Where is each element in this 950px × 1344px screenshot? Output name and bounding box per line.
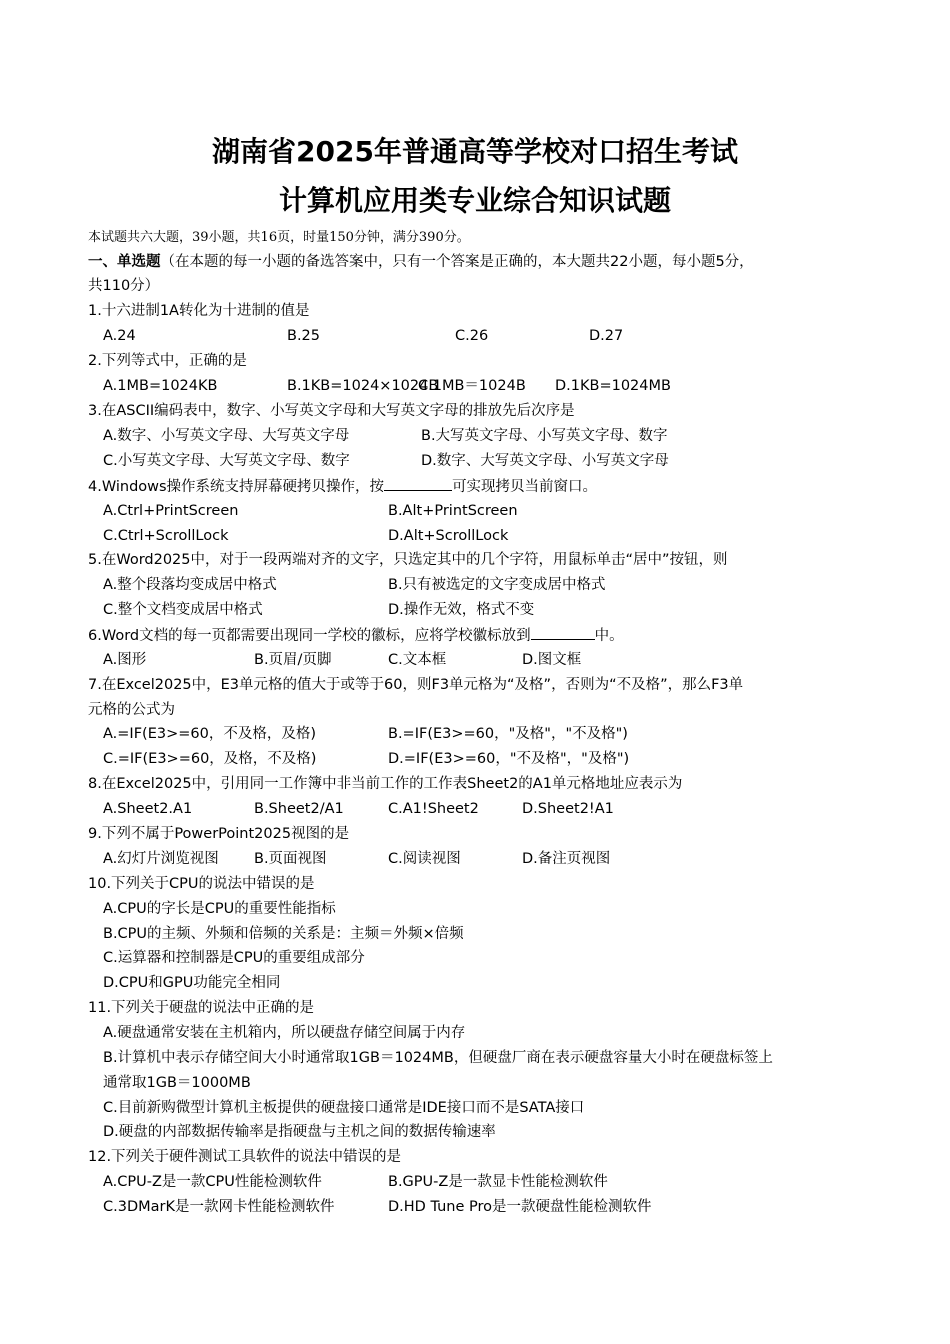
question-3-option-c: C.小写英文字母、大写英文字母、数字: [103, 453, 350, 469]
answer-blank: [384, 476, 452, 491]
question-8-option-a: A.Sheet2.A1: [103, 801, 193, 817]
question-8-stem: 8.在Excel2025中，引用同一工作簿中非当前工作的工作表Sheet2的A1单元格地址应表示为: [88, 776, 683, 792]
question-2-option-b: B.1KB=1024×1024B: [287, 378, 439, 394]
question-3-option-d: D.数字、大写英文字母、小写英文字母: [421, 453, 669, 469]
question-7-option-d: D.=IF(E3>=60，"不及格"，"及格"): [388, 751, 630, 767]
question-7-stem-cont: 元格的公式为: [88, 702, 175, 718]
question-5-option-c: C.整个文档变成居中格式: [103, 602, 263, 618]
question-10-option-d: D.CPU和GPU功能完全相同: [103, 975, 281, 991]
section-heading: [88, 252, 868, 272]
question-6-option-b: B.页眉/页脚: [254, 652, 332, 668]
question-12-option-b: B.GPU-Z是一款显卡性能检测软件: [388, 1174, 608, 1190]
question-2-option-a: A.1MB=1024KB: [103, 378, 218, 394]
question-9-option-c: C.阅读视图: [388, 851, 461, 867]
question-8-option-d: D.Sheet2!A1: [522, 801, 614, 817]
question-6-option-c: C.文本框: [388, 652, 447, 668]
question-11-option-b-cont: 通常取1GB＝1000MB: [103, 1075, 251, 1091]
question-5-stem: 5.在Word2025中，对于一段两端对齐的文字，只选定其中的几个字符，用鼠标单击“居中”按钮，则: [88, 552, 728, 568]
page-title: 湖南省2025年普通高等学校对口招生考试: [212, 135, 738, 168]
question-12-option-c: C.3DMarK是一款网卡性能检测软件: [103, 1199, 335, 1215]
section-description-cont: 共110分）: [88, 278, 160, 294]
question-8-option-c: C.A1!Sheet2: [388, 801, 479, 817]
question-11-option-d: D.硬盘的内部数据传输率是指硬盘与主机之间的数据传输速率: [103, 1124, 496, 1140]
page-subtitle: 计算机应用类专业综合知识试题: [278, 184, 671, 217]
question-9-option-b: B.页面视图: [254, 851, 327, 867]
question-12-option-a: A.CPU-Z是一款CPU性能检测软件: [103, 1174, 322, 1190]
question-3-option-b: B.大写英文字母、小写英文字母、数字: [421, 428, 668, 444]
question-1-option-c: C.26: [455, 328, 489, 344]
exam-intro: 本试题共六大题，39小题，共16页，时量150分钟，满分390分。: [88, 230, 470, 245]
question-12-option-d: D.HD Tune Pro是一款硬盘性能检测软件: [388, 1199, 652, 1215]
question-7-option-b: B.=IF(E3>=60，"及格"，"不及格"): [388, 726, 628, 742]
question-2-option-d: D.1KB=1024MB: [555, 378, 671, 394]
question-3-option-a: A.数字、小写英文字母、大写英文字母: [103, 428, 350, 444]
question-12-stem: 12.下列关于硬件测试工具软件的说法中错误的是: [88, 1149, 402, 1165]
question-7-option-c: C.=IF(E3>=60，及格，不及格): [103, 751, 317, 767]
question-6-stem-end: 中。: [594, 628, 624, 644]
question-1-option-d: D.27: [589, 328, 624, 344]
question-5-option-b: B.只有被选定的文字变成居中格式: [388, 577, 606, 593]
question-2-stem: 2.下列等式中，正确的是: [88, 353, 247, 369]
question-6-stem: [88, 625, 868, 646]
question-9-option-a: A.幻灯片浏览视图: [103, 851, 219, 867]
question-1-option-a: A.24: [103, 328, 136, 344]
question-4-option-b: B.Alt+PrintScreen: [388, 503, 518, 519]
section-description: （在本题的每一小题的备选答案中，只有一个答案是正确的，本大题共22小题，每小题5分，: [160, 254, 754, 270]
question-11-stem: 11.下列关于硬盘的说法中正确的是: [88, 1000, 315, 1016]
question-4-stem-start: 4.Windows操作系统支持屏幕硬拷贝操作，按: [88, 479, 385, 495]
question-4-stem: [88, 476, 868, 497]
question-6-option-a: A.图形: [103, 652, 147, 668]
question-1-option-b: B.25: [287, 328, 321, 344]
answer-blank: [531, 625, 595, 640]
question-4-stem-end: 可实现拷贝当前窗口。: [452, 479, 598, 495]
question-10-option-c: C.运算器和控制器是CPU的重要组成部分: [103, 950, 365, 966]
question-4-option-d: D.Alt+ScrollLock: [388, 528, 509, 544]
question-5-option-a: A.整个段落均变成居中格式: [103, 577, 277, 593]
question-1-stem: 1.十六进制1A转化为十进制的值是: [88, 303, 310, 319]
question-6-option-d: D.图文框: [522, 652, 582, 668]
question-9-option-d: D.备注页视图: [522, 851, 611, 867]
question-7-stem: 7.在Excel2025中，E3单元格的值大于或等于60，则F3单元格为“及格”，否则为“不及格”，那么F3单: [88, 677, 744, 693]
question-10-stem: 10.下列关于CPU的说法中错误的是: [88, 876, 315, 892]
question-11-option-b: B.计算机中表示存储空间大小时通常取1GB＝1024MB，但硬盘厂商在表示硬盘容量大小时在硬盘标签上: [103, 1050, 773, 1066]
question-8-option-b: B.Sheet2/A1: [254, 801, 344, 817]
question-6-stem-start: 6.Word文档的每一页都需要出现同一学校的徽标，应将学校徽标放到: [88, 628, 531, 644]
question-10-option-b: B.CPU的主频、外频和倍频的关系是：主频＝外频×倍频: [103, 926, 464, 942]
question-4-option-c: C.Ctrl+ScrollLock: [103, 528, 229, 544]
question-5-option-d: D.操作无效，格式不变: [388, 602, 535, 618]
question-11-option-c: C.目前新购微型计算机主板提供的硬盘接口通常是IDE接口而不是SATA接口: [103, 1100, 585, 1116]
question-2-option-c: C.1MB＝1024B: [418, 378, 526, 394]
question-11-option-a: A.硬盘通常安装在主机箱内，所以硬盘存储空间属于内存: [103, 1025, 466, 1041]
question-9-stem: 9.下列不属于PowerPoint2025视图的是: [88, 826, 350, 842]
question-3-stem: 3.在ASCII编码表中，数字、小写英文字母和大写英文字母的排放先后次序是: [88, 403, 575, 419]
section-title: 一、单选题: [88, 254, 161, 270]
question-10-option-a: A.CPU的字长是CPU的重要性能指标: [103, 901, 336, 917]
question-7-option-a: A.=IF(E3>=60，不及格，及格): [103, 726, 316, 742]
question-4-option-a: A.Ctrl+PrintScreen: [103, 503, 239, 519]
